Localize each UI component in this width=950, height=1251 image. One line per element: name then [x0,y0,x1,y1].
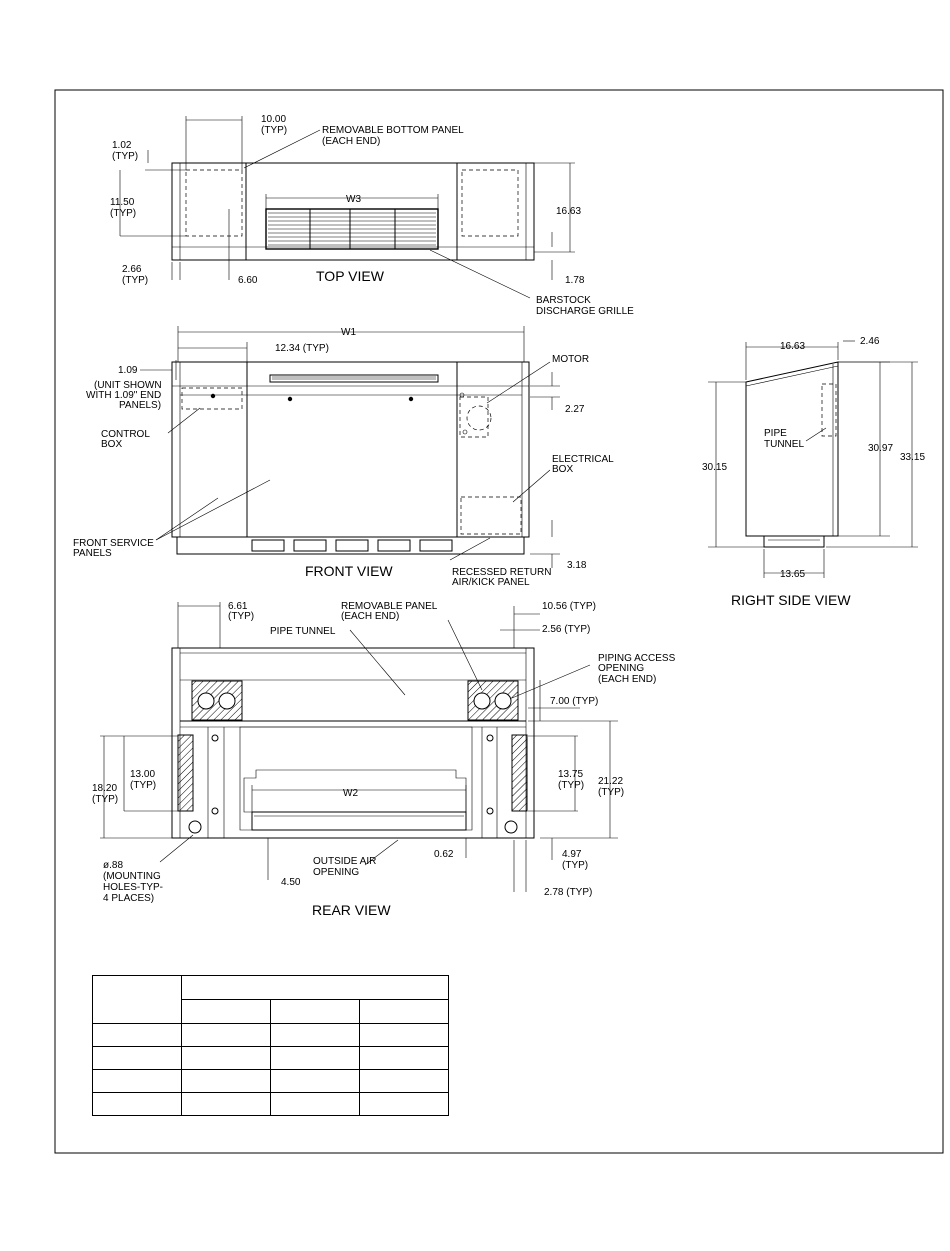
top-dim-1-02: 1.02 [112,140,132,151]
piping-access-label-3: (EACH END) [598,674,657,685]
side-dim-13-65: 13.65 [780,569,806,580]
top-dim-w3: W3 [346,194,361,205]
mounting-holes-line-1: ø.88 [103,860,124,871]
dimension-table [92,975,449,1116]
barstock-label: BARSTOCK [536,295,591,306]
table-row [93,1047,449,1070]
control-box [182,388,242,409]
unit-shown-line-3: PANELS) [119,400,162,411]
table-cell [93,1024,182,1047]
front-service-label-2: PANELS [73,548,112,559]
top-dim-10-00-typ: (TYP) [261,125,288,136]
top-dim-11-50-typ: (TYP) [110,208,137,219]
front-dim-2-27: 2.27 [565,404,585,415]
hatched-column-right [512,735,527,811]
front-view-title: FRONT VIEW [305,563,393,579]
control-box-label-1: CONTROL [101,429,150,440]
front-dim-w1: W1 [341,327,356,338]
table-cell [93,1047,182,1070]
right-side-view [702,336,925,608]
rear-dim-w2: W2 [343,788,358,799]
control-box-label-2: BOX [101,439,123,450]
table-header-span [182,976,449,1000]
top-view [110,114,634,317]
outside-air-opening [252,812,466,830]
rear-dim-13-00: 13.00 [130,769,156,780]
side-dim-30-97: 30.97 [868,443,894,454]
rear-dim-0-62: 0.62 [434,849,454,860]
top-view-title: TOP VIEW [316,268,384,284]
table-cell [182,1047,271,1070]
side-dim-30-15: 30.15 [702,462,728,473]
table-cell [271,1000,360,1024]
front-dim-12-34: 12.34 (TYP) [275,343,329,354]
rear-view-body [172,648,534,838]
side-dim-2-46: 2.46 [860,336,880,347]
table-cell [182,1070,271,1093]
rear-dim-7-00: 7.00 (TYP) [550,696,599,707]
electrical-box [461,497,521,534]
top-dim-1-02-typ: (TYP) [112,151,139,162]
rear-dim-13-75: 13.75 [558,769,584,780]
rear-dim-10-56: 10.56 (TYP) [542,601,596,612]
electrical-box-label-2: BOX [552,464,574,475]
discharge-grille [266,209,438,249]
rear-dim-6-61-typ: (TYP) [228,611,255,622]
rear-view-title: REAR VIEW [312,902,391,918]
table-row [93,1024,449,1047]
table-cell [93,1093,182,1116]
rear-dim-2-78: 2.78 (TYP) [544,887,593,898]
table-row [93,1070,449,1093]
removable-panel-label: REMOVABLE PANEL [341,601,438,612]
removable-panel-each-end: (EACH END) [341,611,400,622]
right-side-view-title: RIGHT SIDE VIEW [731,592,851,608]
front-dim-3-18: 3.18 [567,560,587,571]
table-cell [271,1070,360,1093]
top-dim-2-66: 2.66 [122,264,142,275]
top-dim-16-63: 16.63 [556,206,582,217]
outside-air-label-1: OUTSIDE AIR [313,856,377,867]
front-view [73,326,614,588]
table-header-row [93,976,449,1000]
top-view-body [172,163,534,260]
outside-air-label-2: OPENING [313,867,360,878]
rear-dim-18-20: 18.20 [92,783,118,794]
side-dim-16-63: 16.63 [780,341,806,352]
table-cell [360,1093,449,1116]
top-dim-10-00: 10.00 [261,114,287,125]
unit-shown-line-1: (UNIT SHOWN [94,380,162,391]
motor-outline [460,397,488,437]
table-cell [182,1093,271,1116]
rear-view [92,601,676,918]
mounting-holes-line-3: HOLES-TYP- [103,882,164,893]
table-cell [271,1047,360,1070]
front-dim-1-09: 1.09 [118,365,138,376]
pipe-tunnel-rear-label: PIPE TUNNEL [270,626,336,637]
table-row [93,1093,449,1116]
rear-dim-21-22: 21.22 [598,776,624,787]
table-cell [182,1024,271,1047]
front-service-label-1: FRONT SERVICE [73,538,154,549]
table-cell [360,1047,449,1070]
pipe-tunnel-label-1: PIPE [764,428,787,439]
mounting-holes-line-4: 4 PLACES) [103,893,155,904]
table-cell [271,1093,360,1116]
recessed-return-label-2: AIR/KICK PANEL [452,577,530,588]
side-kick [764,536,824,547]
discharge-grille-label: DISCHARGE GRILLE [536,306,634,317]
table-cell [360,1070,449,1093]
pipe-tunnel-label-2: TUNNEL [764,439,805,450]
front-grille-strip [270,375,438,382]
mounting-holes-line-2: (MOUNTING [103,871,161,882]
top-dim-6-60: 6.60 [238,275,258,286]
piping-access-label-2: OPENING [598,663,645,674]
electrical-box-label-1: ELECTRICAL [552,454,614,465]
table-header-cell [93,976,182,1024]
removable-bottom-panel-right [462,170,518,236]
rear-dim-2-56: 2.56 (TYP) [542,624,591,635]
side-dim-33-15: 33.15 [900,452,926,463]
rear-dim-4-97: 4.97 [562,849,582,860]
motor-label: MOTOR [552,354,590,365]
top-dim-2-66-typ: (TYP) [122,275,149,286]
table-cell [271,1024,360,1047]
rear-dim-13-75-typ: (TYP) [558,780,585,791]
removable-bottom-panel-left [186,170,242,236]
piping-access-label-1: PIPING ACCESS [598,653,676,664]
rear-dim-6-61: 6.61 [228,601,248,612]
hatched-column-left [178,735,193,811]
removable-bottom-panel-label: REMOVABLE BOTTOM PANEL [322,125,464,136]
rear-dim-4-50: 4.50 [281,877,301,888]
rear-dim-4-97-typ: (TYP) [562,860,589,871]
unit-shown-line-2: WITH 1.09" END [86,390,162,401]
rear-dim-13-00-typ: (TYP) [130,780,157,791]
pipe-tunnel-outline [822,384,836,436]
table-cell [182,1000,271,1024]
recessed-return-label-1: RECESSED RETURN [452,567,552,578]
top-dim-1-78: 1.78 [565,275,585,286]
rear-dim-21-22-typ: (TYP) [598,787,625,798]
table-cell [93,1070,182,1093]
table-cell [360,1000,449,1024]
table-cell [360,1024,449,1047]
top-dim-11-50: 11.50 [110,197,135,208]
removable-bottom-panel-each-end: (EACH END) [322,136,381,147]
rear-dim-18-20-typ: (TYP) [92,794,119,805]
